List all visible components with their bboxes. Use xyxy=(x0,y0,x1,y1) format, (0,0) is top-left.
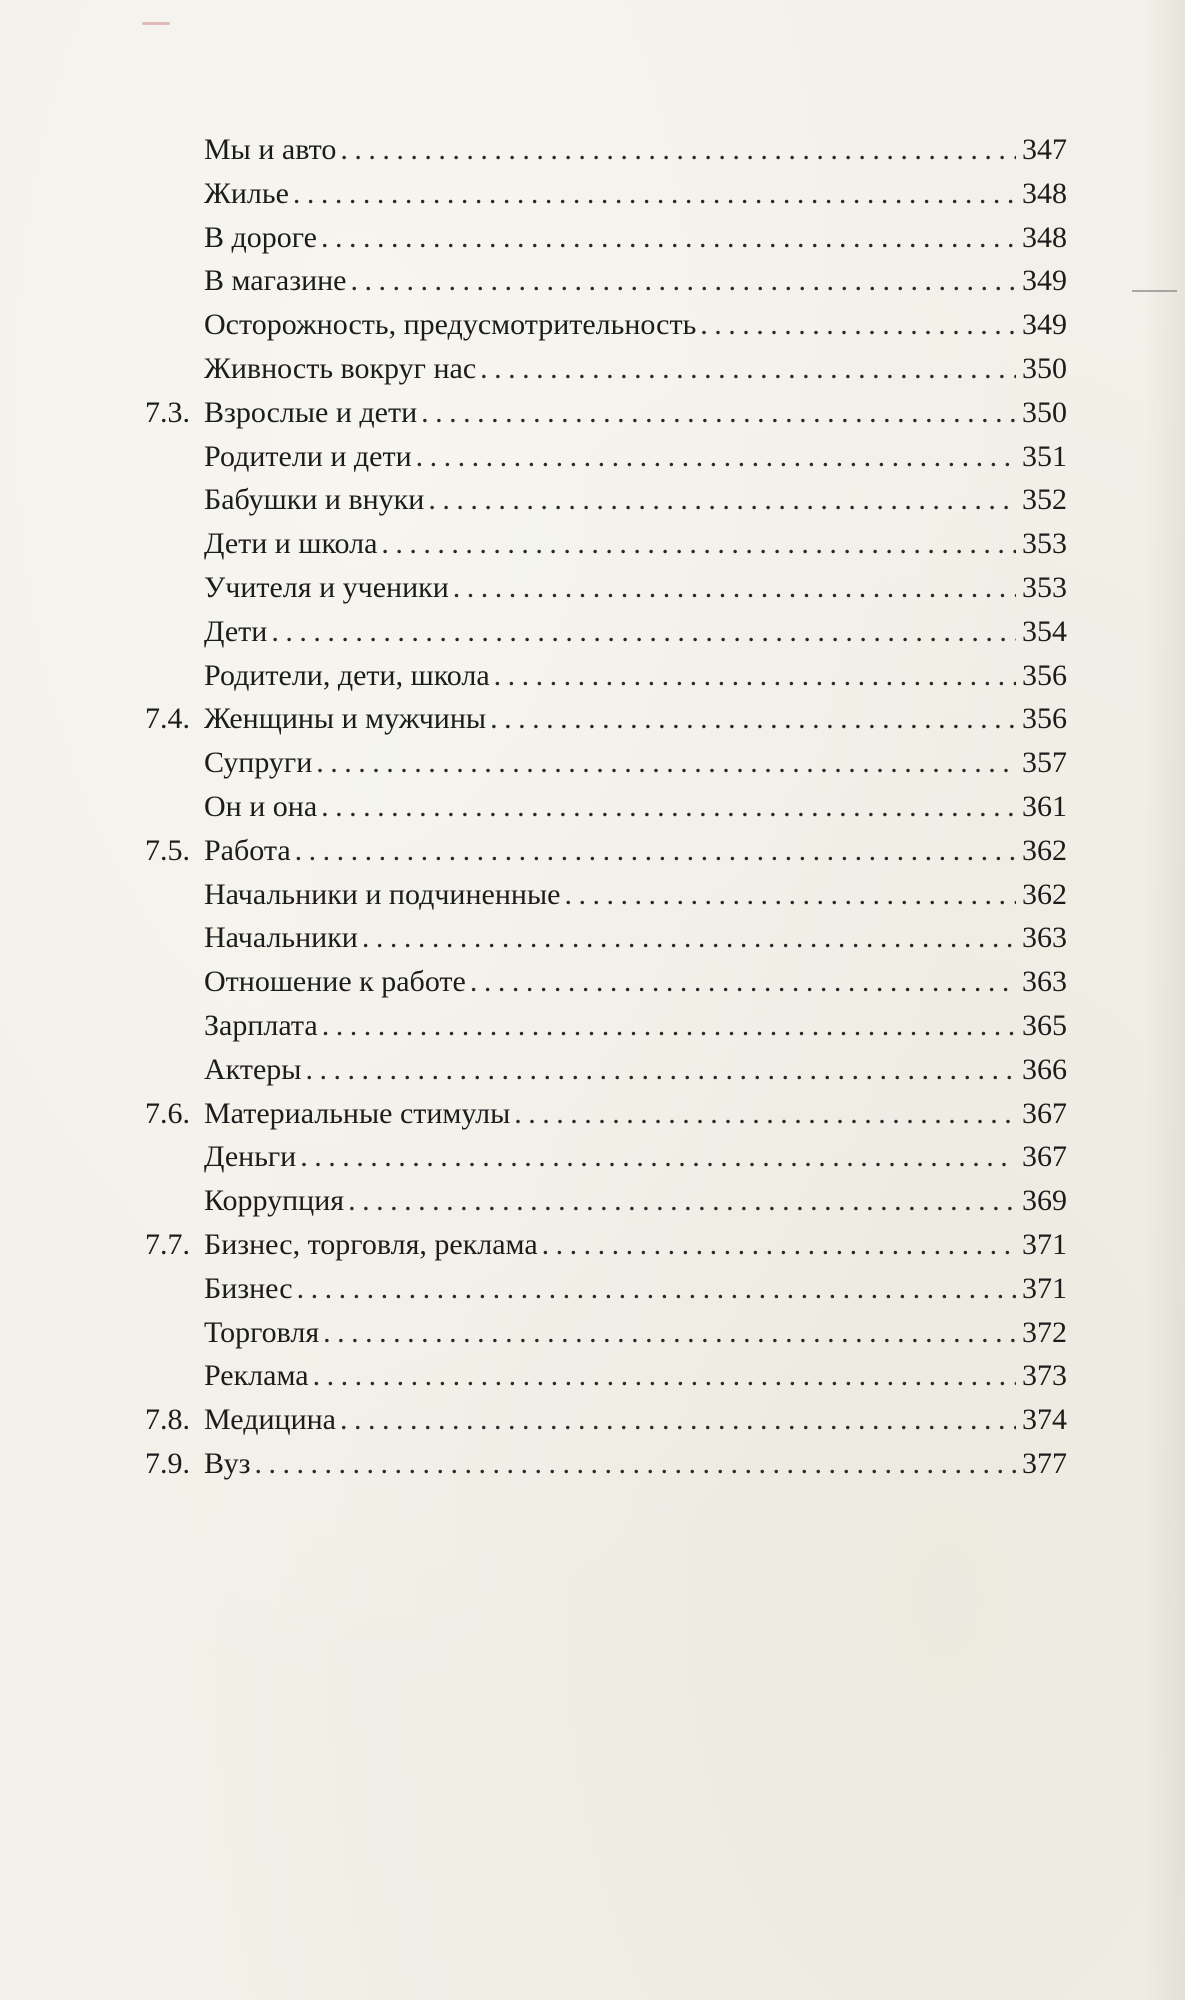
toc-entry-title: Взрослые и дети xyxy=(204,395,418,429)
toc-entry-title: Реклама xyxy=(204,1359,309,1393)
toc-entry-title: Начальники и подчиненные xyxy=(204,877,561,911)
toc-entry xyxy=(145,1097,1067,1141)
toc-entry-number: 7.9. xyxy=(145,1446,190,1480)
toc-entry xyxy=(145,264,1067,308)
toc-entry-title: Деньги xyxy=(204,1140,297,1174)
toc-entry-number: 7.3. xyxy=(145,395,190,429)
toc-entry xyxy=(145,352,1067,396)
toc-entry xyxy=(145,133,1067,177)
toc-leader-dots xyxy=(293,177,1016,211)
toc-entry xyxy=(145,1228,1067,1272)
toc-entry xyxy=(145,483,1067,527)
toc-entry-title: Женщины и мужчины xyxy=(204,702,487,736)
toc-entry xyxy=(145,1140,1067,1184)
toc-entry-page: 363 xyxy=(1022,965,1067,999)
toc-entry-page: 356 xyxy=(1022,702,1067,736)
toc-entry xyxy=(145,746,1067,790)
toc-entry-page: 350 xyxy=(1022,351,1067,385)
toc-leader-dots xyxy=(254,1447,1016,1481)
toc-leader-dots xyxy=(514,1097,1016,1131)
toc-entry xyxy=(145,571,1067,615)
toc-entry-page: 354 xyxy=(1022,614,1067,648)
toc-entry-page: 357 xyxy=(1022,746,1067,780)
toc-leader-dots xyxy=(470,965,1016,999)
toc-entry xyxy=(145,615,1067,659)
toc-leader-dots xyxy=(453,571,1016,605)
toc-entry-title: Вуз xyxy=(204,1446,251,1480)
toc-leader-dots xyxy=(564,878,1016,912)
toc-entry-page: 367 xyxy=(1022,1140,1067,1174)
toc-entry xyxy=(145,308,1067,352)
toc-leader-dots xyxy=(362,921,1016,955)
toc-entry xyxy=(145,1403,1067,1447)
toc-entry-page: 366 xyxy=(1022,1052,1067,1086)
toc-entry-page: 348 xyxy=(1022,176,1067,210)
toc-entry xyxy=(145,1053,1067,1097)
toc-entry-title: Родители, дети, школа xyxy=(204,658,490,692)
toc-leader-dots xyxy=(348,1184,1016,1218)
toc-entry-page: 349 xyxy=(1022,264,1067,298)
toc-leader-dots xyxy=(321,221,1016,255)
toc-entry-title: Дети и школа xyxy=(204,527,378,561)
toc-entry xyxy=(145,921,1067,965)
toc-entry xyxy=(145,1272,1067,1316)
toc-leader-dots xyxy=(321,790,1016,824)
toc-entry-page: 372 xyxy=(1022,1315,1067,1349)
ink-mark xyxy=(142,22,170,25)
toc-entry xyxy=(145,1184,1067,1228)
toc-entry-title: Супруги xyxy=(204,746,313,780)
toc-entry xyxy=(145,177,1067,221)
toc-entry-title: Коррупция xyxy=(204,1184,345,1218)
toc-entry-page: 362 xyxy=(1022,833,1067,867)
toc-entry xyxy=(145,440,1067,484)
toc-leader-dots xyxy=(297,1272,1016,1306)
toc-leader-dots xyxy=(271,615,1016,649)
toc-entry-page: 353 xyxy=(1022,527,1067,561)
toc-leader-dots xyxy=(480,352,1016,386)
toc-entry-title: В магазине xyxy=(204,264,347,298)
toc-entry-title: Работа xyxy=(204,833,291,867)
toc-entry-number: 7.7. xyxy=(145,1227,190,1261)
toc-entry xyxy=(145,1316,1067,1360)
toc-entry-title: Начальники xyxy=(204,921,358,955)
toc-entry-page: 353 xyxy=(1022,570,1067,604)
toc-leader-dots xyxy=(381,527,1016,561)
toc-entry xyxy=(145,965,1067,1009)
page-edge-mark xyxy=(1132,290,1177,292)
toc-entry-page: 361 xyxy=(1022,789,1067,823)
toc-leader-dots xyxy=(316,746,1016,780)
toc-entry-title: Жилье xyxy=(204,176,289,210)
toc-entry-title: Отношение к работе xyxy=(204,965,466,999)
toc-entry xyxy=(145,878,1067,922)
toc-leader-dots xyxy=(490,702,1016,736)
toc-entry-title: Бабушки и внуки xyxy=(204,483,425,517)
toc-leader-dots xyxy=(700,308,1016,342)
toc-entry-title: Осторожность, предусмотрительность xyxy=(204,308,697,342)
toc-entry-page: 371 xyxy=(1022,1227,1067,1261)
toc-entry xyxy=(145,659,1067,703)
toc-entry-page: 371 xyxy=(1022,1271,1067,1305)
toc-entry xyxy=(145,396,1067,440)
toc-entry-page: 369 xyxy=(1022,1184,1067,1218)
toc-entry-page: 349 xyxy=(1022,308,1067,342)
toc-entry-page: 365 xyxy=(1022,1008,1067,1042)
toc-leader-dots xyxy=(305,1053,1016,1087)
toc-entry-title: Материальные стимулы xyxy=(204,1096,511,1130)
page-edge-shadow xyxy=(1145,0,1185,2000)
toc-entry-page: 348 xyxy=(1022,220,1067,254)
toc-entry-title: Учителя и ученики xyxy=(204,570,449,604)
toc-entry-page: 362 xyxy=(1022,877,1067,911)
toc-entry xyxy=(145,1359,1067,1403)
toc-leader-dots xyxy=(428,483,1016,517)
toc-entry-title: Бизнес xyxy=(204,1271,293,1305)
table-of-contents xyxy=(145,133,1067,1491)
toc-entry xyxy=(145,790,1067,834)
toc-entry xyxy=(145,1447,1067,1491)
toc-entry-title: В дороге xyxy=(204,220,317,254)
toc-entry-title: Он и она xyxy=(204,789,318,823)
toc-entry-number: 7.8. xyxy=(145,1403,190,1437)
toc-entry-title: Живность вокруг нас xyxy=(204,351,477,385)
toc-entry-page: 350 xyxy=(1022,395,1067,429)
toc-entry-number: 7.5. xyxy=(145,833,190,867)
toc-entry-title: Бизнес, торговля, реклама xyxy=(204,1227,538,1261)
toc-entry-page: 367 xyxy=(1022,1096,1067,1130)
toc-entry-title: Актеры xyxy=(204,1052,302,1086)
toc-entry-title: Родители и дети xyxy=(204,439,412,473)
toc-leader-dots xyxy=(322,1009,1016,1043)
toc-leader-dots xyxy=(323,1316,1016,1350)
toc-entry-page: 347 xyxy=(1022,133,1067,166)
toc-entry-title: Зарплата xyxy=(204,1008,318,1042)
toc-entry-number: 7.6. xyxy=(145,1096,190,1130)
toc-entry-title: Торговля xyxy=(204,1315,320,1349)
toc-leader-dots xyxy=(340,1403,1016,1437)
toc-entry-page: 373 xyxy=(1022,1359,1067,1393)
toc-leader-dots xyxy=(542,1228,1016,1262)
toc-entry-page: 356 xyxy=(1022,658,1067,692)
toc-leader-dots xyxy=(313,1359,1016,1393)
toc-entry-title: Мы и авто xyxy=(204,133,337,166)
toc-leader-dots xyxy=(351,264,1017,298)
toc-entry-title: Медицина xyxy=(204,1403,336,1437)
toc-entry-number: 7.4. xyxy=(145,702,190,736)
toc-leader-dots xyxy=(300,1140,1016,1174)
toc-entry xyxy=(145,834,1067,878)
toc-entry-page: 374 xyxy=(1022,1403,1067,1437)
toc-entry xyxy=(145,702,1067,746)
toc-entry-page: 363 xyxy=(1022,921,1067,955)
toc-entry-page: 377 xyxy=(1022,1446,1067,1480)
toc-leader-dots xyxy=(295,834,1016,868)
toc-entry xyxy=(145,1009,1067,1053)
toc-entry-page: 351 xyxy=(1022,439,1067,473)
toc-entry-page: 352 xyxy=(1022,483,1067,517)
toc-leader-dots xyxy=(340,133,1016,167)
toc-leader-dots xyxy=(421,396,1016,430)
toc-entry xyxy=(145,527,1067,571)
toc-entry xyxy=(145,221,1067,265)
toc-leader-dots xyxy=(416,440,1016,474)
toc-leader-dots xyxy=(494,659,1016,693)
toc-entry-title: Дети xyxy=(204,614,268,648)
